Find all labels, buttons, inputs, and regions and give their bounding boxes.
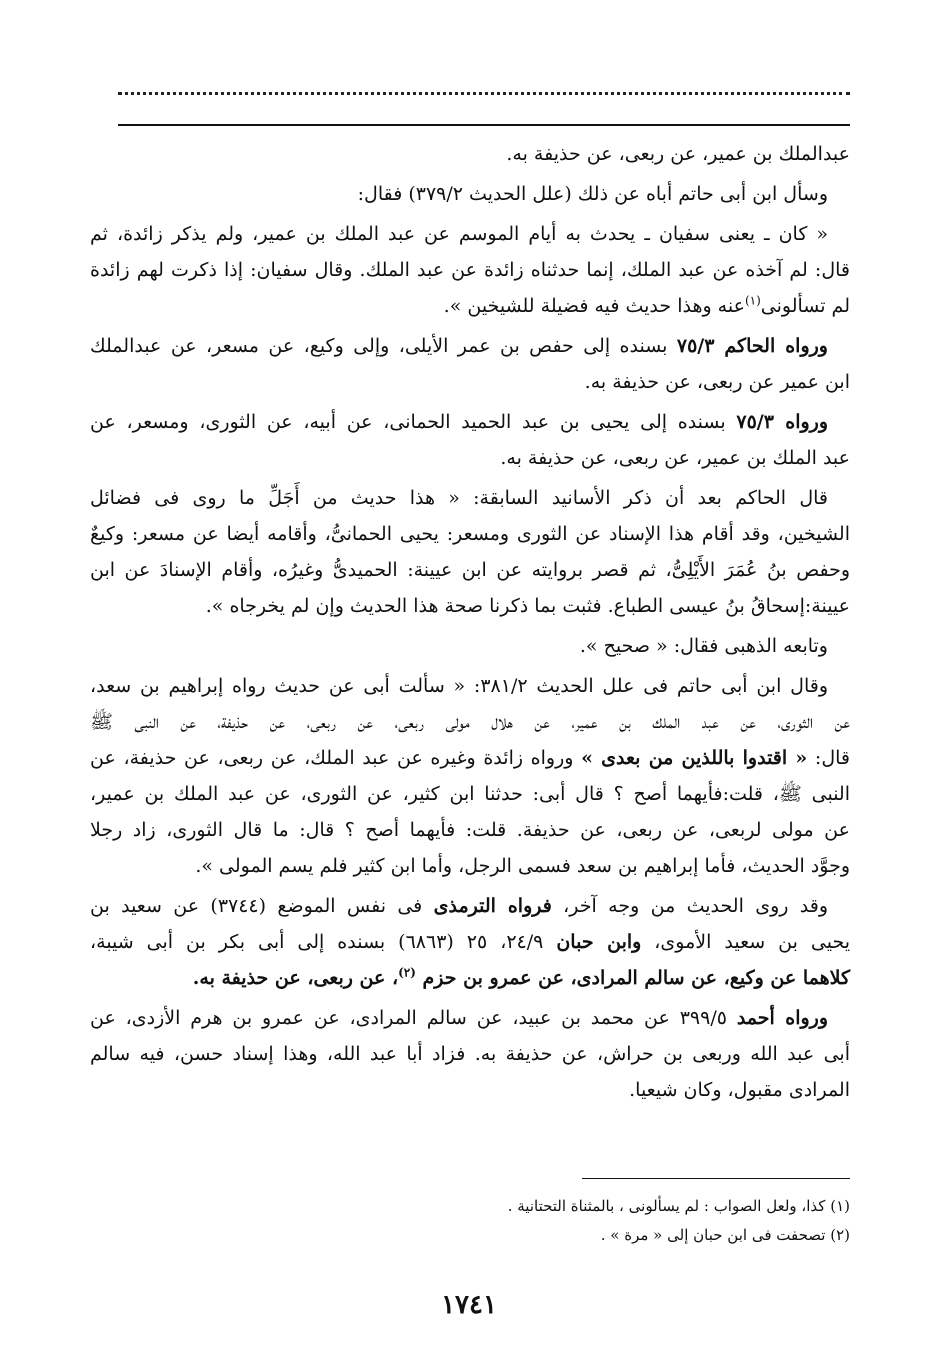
paragraph-7 xyxy=(90,628,850,664)
text-line: وتابعه الذهبى فقال: « صحيح ». xyxy=(579,635,828,657)
text-segment: بسنده إلى حفص بن عمر الأيلى، وإلى وكيع، عن مسعر، عن عبدالملك xyxy=(90,335,677,357)
footnote-ref-2: (٢) xyxy=(398,965,416,980)
hadith-quote: « اقتدوا باللذين من بعدى » xyxy=(581,747,808,769)
text-line: « كان ـ يعنى سفيان ـ يحدث به أيام الموسم عن عبد الملك بن عمير، ولم يذكر زائدة، ثم xyxy=(90,223,828,245)
main-text xyxy=(90,136,850,1112)
source-citation: فرواه الترمذى xyxy=(433,895,552,917)
text-line: أبى عبد الله وربعى بن حراش، عن حذيفة به. فزاد أبا عبد الله، وهذا إسناد حسن، فيه سالم xyxy=(90,1043,850,1065)
paragraph-2 xyxy=(90,176,850,212)
source-citation: وابن حبان xyxy=(556,931,642,953)
text-line xyxy=(90,740,850,776)
text-segment: كلاهما عن وكيع، عن سالم المرادى، عن عمرو بن حزم xyxy=(415,967,850,989)
paragraph-3 xyxy=(90,216,850,324)
text-line: وجوَّد الحديث، فأما إبراهيم بن سعد فسمى الرجل، وأما ابن كثير فلم يسم المولى ». xyxy=(195,855,850,877)
text-segment: قال: xyxy=(807,747,851,769)
source-citation: ورواه الحاكم ٧٥/٣ xyxy=(676,335,828,357)
paragraph-10 xyxy=(90,1000,850,1108)
text-line xyxy=(90,888,850,924)
text-line xyxy=(90,288,850,324)
text-line: وقال ابن أبى حاتم فى علل الحديث ٣٨١/٢: « سألت أبى عن حديث رواه إبراهيم بن سعد، xyxy=(90,675,828,697)
page-number: ١٧٤١ xyxy=(441,1290,497,1320)
text-segment: ٣٩٩/٥ عن محمد بن عبيد، عن سالم المرادى، عن عمرو بن هرم الأزدى، عن xyxy=(90,1007,737,1029)
text-line xyxy=(90,1000,850,1036)
paragraph-5 xyxy=(90,404,850,476)
text-segment: فى نفس الموضع (٣٧٤٤) عن سعيد بن xyxy=(90,895,434,917)
footnote-ref-1: (١) xyxy=(744,293,761,308)
footnote-2: (٢) تصحفت فى ابن حبان إلى « مرة » . xyxy=(600,1226,850,1244)
text-line: ابن عمير عن ربعى، عن حذيفة به. xyxy=(584,371,850,393)
header-dotted-line xyxy=(118,92,850,98)
paragraph-6 xyxy=(90,480,850,624)
paragraph-8 xyxy=(90,668,850,884)
text-segment: عنه وهذا حديث فيه فضيلة للشيخين ». xyxy=(443,295,745,317)
footnotes xyxy=(300,1192,850,1250)
text-line: المرادى مقبول، وكان شيعيا. xyxy=(629,1079,850,1101)
text-line: عن الثورى، عن عبد الملك بن عمير، عن هلال مولى ربعى، عن ربعى، عن حذيفة، عن النبى ﷺ xyxy=(90,711,850,733)
text-line xyxy=(90,960,850,996)
source-citation: ورواه أحمد xyxy=(736,1007,828,1029)
header-rule xyxy=(118,124,850,126)
text-segment: ورواه زائدة وغيره عن عبد الملك، عن ربعى، عن حذيفة، عن xyxy=(90,747,582,769)
text-segment: ٢٤/٩، ٢٥ (٦٨٦٣) بسنده إلى أبى بكر بن أبى شيبة، xyxy=(90,931,557,953)
footnote-rule xyxy=(582,1178,850,1179)
text-line xyxy=(90,328,850,364)
text-line: وحفص بنُ عُمَرَ الأَيْلِىُّ، ثم قصر بروايته عن ابن عيينة: الحميدىُّ وغيرُه، وأقام الإسنادَ عن ابن xyxy=(90,559,850,581)
text-segment: لم تسألونى xyxy=(760,295,850,317)
text-line: قال الحاكم بعد أن ذكر الأسانيد السابقة: « هذا حديث من أَجَلِّ ما روى فى فضائل xyxy=(90,487,828,509)
footnote-1: (١) كذا، ولعل الصواب : لم يسألونى ، بالمثناة التحتانية . xyxy=(507,1197,850,1215)
text-line: عيينة:إسحاقُ بنُ عيسى الطباع. فثبت بما ذكرنا صحة هذا الحديث وإن لم يخرجاه ». xyxy=(205,595,850,617)
text-segment: ، عن ربعى، عن حذيفة به. xyxy=(192,967,399,989)
source-citation: ورواه ٧٥/٣ xyxy=(736,411,828,433)
text-line: وسأل ابن أبى حاتم أباه عن ذلك (علل الحديث ٣٧٩/٢) فقال: xyxy=(357,183,828,205)
text-segment: بسنده إلى يحيى بن عبد الحميد الحمانى، عن أبيه، عن الثورى، ومسعر، عن xyxy=(90,411,737,433)
text-line: عبدالملك بن عمير، عن ربعى، عن حذيفة به. xyxy=(506,143,850,165)
paragraph-1 xyxy=(90,136,850,172)
text-line: قال: لم آخذه عن عبد الملك، إنما حدثناه زائدة عن عبد الملك. وقال سفيان: إذا ذكرت لهم زائدة xyxy=(90,259,850,281)
text-line: عبد الملك بن عمير، عن ربعى، عن حذيفة به. xyxy=(500,447,850,469)
text-line: الشيخين، وقد أقام هذا الإسناد عن الثورى ومسعر: يحيى الحمانىُّ، وأقامه أيضا عن مسعر: وكيعٌ xyxy=(90,523,850,545)
text-segment: وقد روى الحديث من وجه آخر، xyxy=(551,895,829,917)
text-line: عن مولى لربعى، عن ربعى، عن حذيفة. قلت: فأيهما أصح ؟ قال: ما قال الثورى، زاد رجلا xyxy=(90,819,850,841)
paragraph-9 xyxy=(90,888,850,996)
text-line xyxy=(90,404,850,440)
paragraph-4 xyxy=(90,328,850,400)
text-line: النبى ﷺ، قلت:فأيهما أصح ؟ قال أبى: حدثنا ابن كثير، عن الثورى، عن عبد الملك بن عمير، xyxy=(90,783,850,805)
text-segment: يحيى بن سعيد الأموى، xyxy=(641,931,851,953)
text-line xyxy=(90,924,850,960)
